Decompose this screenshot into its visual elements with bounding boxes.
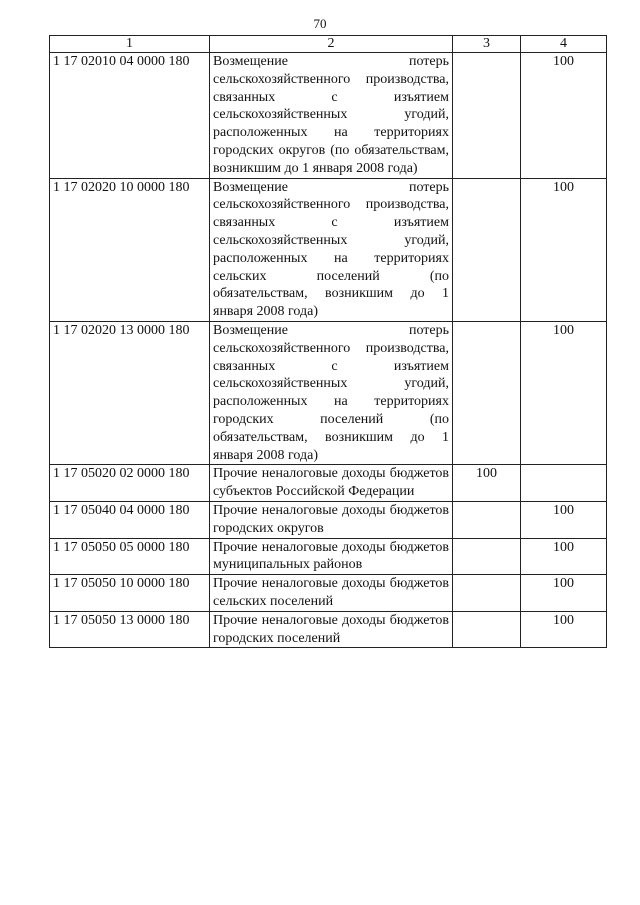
budget-code: 1 17 02010 04 0000 180 — [50, 53, 210, 179]
table-header — [50, 36, 607, 53]
value-col-3: 100 — [453, 465, 521, 502]
budget-code: 1 17 05020 02 0000 180 — [50, 465, 210, 502]
value-col-4 — [521, 465, 607, 502]
budget-code: 1 17 05050 05 0000 180 — [50, 538, 210, 575]
table-row — [50, 321, 607, 464]
revenue-description: Прочие неналоговые доходы бюджетов городских поселений — [210, 611, 453, 648]
revenue-description: Прочие неналоговые доходы бюджетов субъектов Российской Федерации — [210, 465, 453, 502]
revenue-description: Возмещение потерь сельскохозяйственного производства, связанных с изъятием сельскохозяйственных угодий, расположенных на территориях городских округов (по обязательствам, возникшим до 1 января 2008 года) — [210, 53, 453, 179]
value-col-4: 100 — [521, 611, 607, 648]
header-col-2: 2 — [210, 36, 453, 53]
revenue-table — [49, 35, 607, 648]
budget-code: 1 17 02020 13 0000 180 — [50, 321, 210, 464]
budget-code: 1 17 02020 10 0000 180 — [50, 178, 210, 321]
table-row — [50, 465, 607, 502]
value-col-3 — [453, 178, 521, 321]
revenue-description: Возмещение потерь сельскохозяйственного производства, связанных с изъятием сельскохозяйственных угодий, расположенных на территориях сельских поселений (по обязательствам, возникшим до 1 января 2008 года) — [210, 178, 453, 321]
value-col-4: 100 — [521, 321, 607, 464]
table-row — [50, 611, 607, 648]
table-row — [50, 501, 607, 538]
table-row — [50, 575, 607, 612]
header-col-3: 3 — [453, 36, 521, 53]
budget-code: 1 17 05050 10 0000 180 — [50, 575, 210, 612]
budget-code: 1 17 05040 04 0000 180 — [50, 501, 210, 538]
value-col-4: 100 — [521, 501, 607, 538]
value-col-3 — [453, 538, 521, 575]
revenue-description: Прочие неналоговые доходы бюджетов муниципальных районов — [210, 538, 453, 575]
revenue-description: Прочие неналоговые доходы бюджетов городских округов — [210, 501, 453, 538]
table-row — [50, 53, 607, 179]
value-col-3 — [453, 53, 521, 179]
value-col-3 — [453, 501, 521, 538]
value-col-3 — [453, 611, 521, 648]
value-col-4: 100 — [521, 178, 607, 321]
value-col-4: 100 — [521, 53, 607, 179]
table-row — [50, 178, 607, 321]
value-col-3 — [453, 321, 521, 464]
table-body — [50, 53, 607, 648]
table-row — [50, 538, 607, 575]
header-row — [50, 36, 607, 53]
revenue-description: Прочие неналоговые доходы бюджетов сельских поселений — [210, 575, 453, 612]
budget-code: 1 17 05050 13 0000 180 — [50, 611, 210, 648]
header-col-4: 4 — [521, 36, 607, 53]
header-col-1: 1 — [50, 36, 210, 53]
value-col-4: 100 — [521, 538, 607, 575]
page-number: 70 — [313, 16, 327, 31]
revenue-description: Возмещение потерь сельскохозяйственного производства, связанных с изъятием сельскохозяйственных угодий, расположенных на территориях городских поселений (по обязательствам, возникшим до 1 января 2008 года) — [210, 321, 453, 464]
value-col-3 — [453, 575, 521, 612]
value-col-4: 100 — [521, 575, 607, 612]
